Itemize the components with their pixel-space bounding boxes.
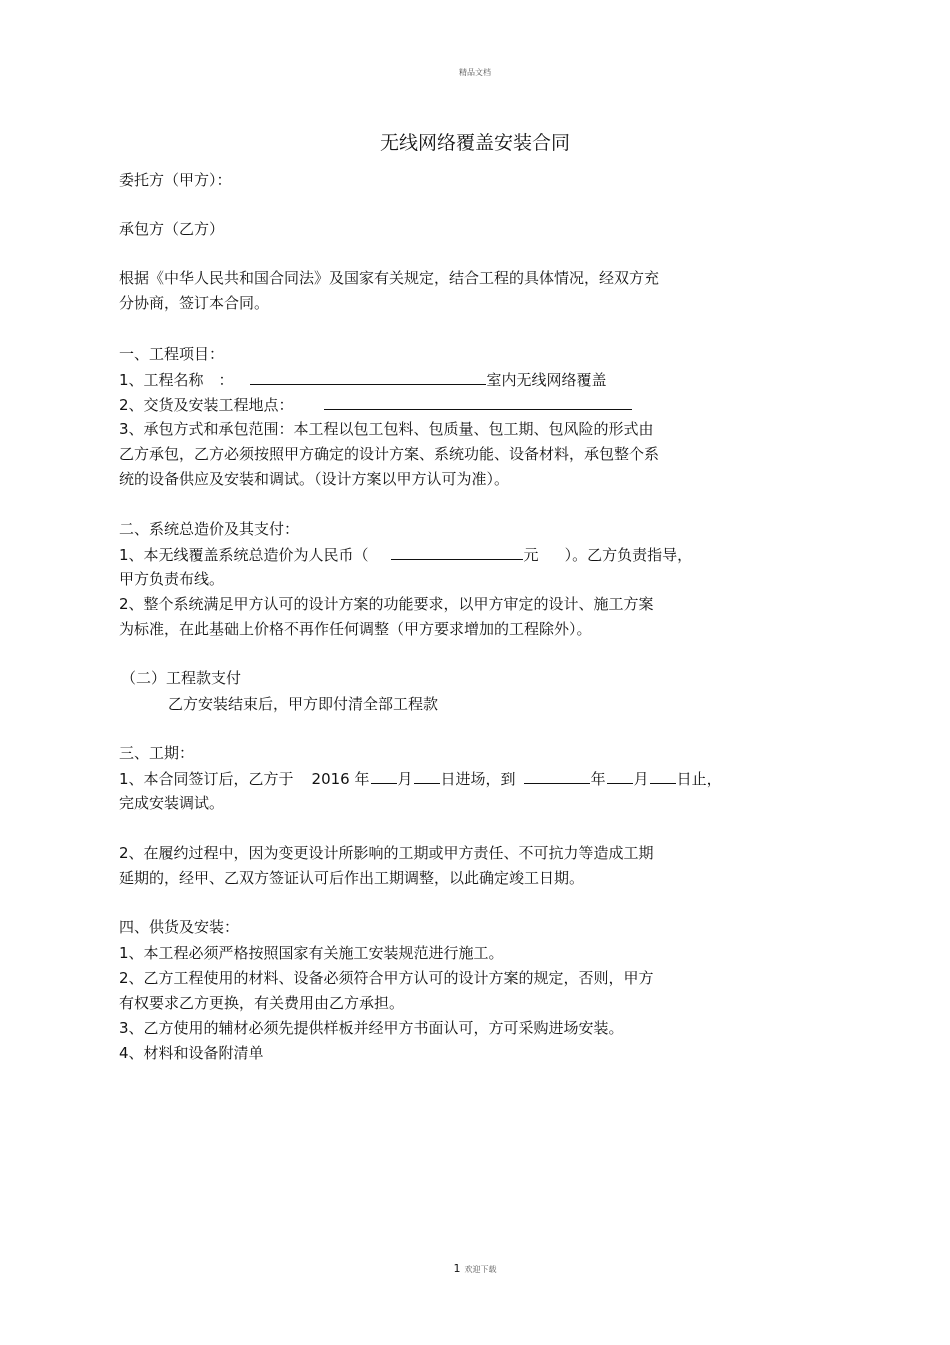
payment-heading: （二）工程款支付 <box>121 669 242 687</box>
supply-item: 2、乙方工程使用的材料、设备必须符合甲方认可的设计方案的规定，否则，甲方 <box>119 969 654 987</box>
end-year-blank[interactable] <box>524 768 590 784</box>
schedule-pre: 1、本合同签订后，乙方于 <box>119 770 294 788</box>
price-line2: 甲方负责布线。 <box>119 570 225 588</box>
supply-item: 3、乙方使用的辅材必须先提供样板并经甲方书面认可，方可采购进场安装。 <box>119 1019 624 1037</box>
project-name-label: 1、工程名称 ： <box>119 371 234 389</box>
preamble-line: 分协商，签订本合同。 <box>119 294 270 312</box>
footer-text: 欢迎下载 <box>464 1265 497 1274</box>
price-pre: 1、本无线覆盖系统总造价为人民币（ <box>119 546 369 564</box>
scope-line: 统的设备供应及安装和调试。（设计方案以甲方认可为准）。 <box>119 470 510 488</box>
project-name-blank[interactable] <box>250 369 486 385</box>
party-client: 委托方（甲方）： <box>119 171 232 189</box>
page-number: 1 <box>453 1262 461 1275</box>
section4-heading: 四、供货及安装： <box>119 918 240 936</box>
price-blank[interactable] <box>391 544 523 560</box>
price-post: ）。乙方负责指导， <box>564 546 693 564</box>
price-unit: 元 <box>523 546 539 564</box>
end-month-blank[interactable] <box>607 768 633 784</box>
start-day-blank[interactable] <box>414 768 440 784</box>
end-day-blank[interactable] <box>650 768 676 784</box>
delay-line: 延期的，经甲、乙双方签证认可后作出工期调整，以此确定竣工日期。 <box>119 869 585 887</box>
year-char: 年 <box>590 770 606 788</box>
schedule-row <box>119 768 722 789</box>
header-watermark: 精品文档 <box>459 68 491 77</box>
document-title: 无线网络覆盖安装合同 <box>379 132 570 154</box>
day-enter: 日进场，到 <box>440 770 516 788</box>
year-char: 年 <box>354 770 370 788</box>
scope-line: 3、承包方式和承包范围：本工程以包工包料、包质量、包工期、包风险的形式由 <box>119 420 654 438</box>
location-label: 2、交货及安装工程地点： <box>119 396 294 414</box>
payment-text: 乙方安装结束后，甲方即付清全部工程款 <box>168 695 439 713</box>
project-name-value: 室内无线网络覆盖 <box>486 371 607 389</box>
start-year: 2016 <box>311 770 350 788</box>
preamble-line: 根据《中华人民共和国合同法》及国家有关规定，结合工程的具体情况，经双方充 <box>119 269 660 287</box>
adjust-line: 2、整个系统满足甲方认可的设计方案的功能要求，以甲方审定的设计、施工方案 <box>119 595 654 613</box>
start-month-blank[interactable] <box>371 768 397 784</box>
day-end: 日止， <box>676 770 722 788</box>
price-row <box>119 544 692 565</box>
supply-item: 1、本工程必须严格按照国家有关施工安装规范进行施工。 <box>119 944 504 962</box>
schedule-line2: 完成安装调试。 <box>119 794 225 812</box>
party-contractor: 承包方（乙方） <box>119 220 225 238</box>
project-name-row <box>119 369 607 390</box>
page-footer <box>0 1262 950 1275</box>
location-row <box>119 394 633 415</box>
scope-line: 乙方承包，乙方必须按照甲方确定的设计方案、系统功能、设备材料，承包整个系 <box>119 445 660 463</box>
delay-line: 2、在履约过程中，因为变更设计所影响的工期或甲方责任、不可抗力等造成工期 <box>119 844 654 862</box>
month-char: 月 <box>397 770 413 788</box>
adjust-line: 为标准，在此基础上价格不再作任何调整（甲方要求增加的工程除外）。 <box>119 620 592 638</box>
month-char: 月 <box>633 770 649 788</box>
location-blank[interactable] <box>324 394 632 410</box>
supply-item: 4、材料和设备附清单 <box>119 1044 264 1062</box>
section2-heading: 二、系统总造价及其支付： <box>119 520 300 538</box>
supply-item: 有权要求乙方更换，有关费用由乙方承担。 <box>119 994 405 1012</box>
section1-heading: 一、工程项目： <box>119 345 225 363</box>
section3-heading: 三、工期： <box>119 744 195 762</box>
